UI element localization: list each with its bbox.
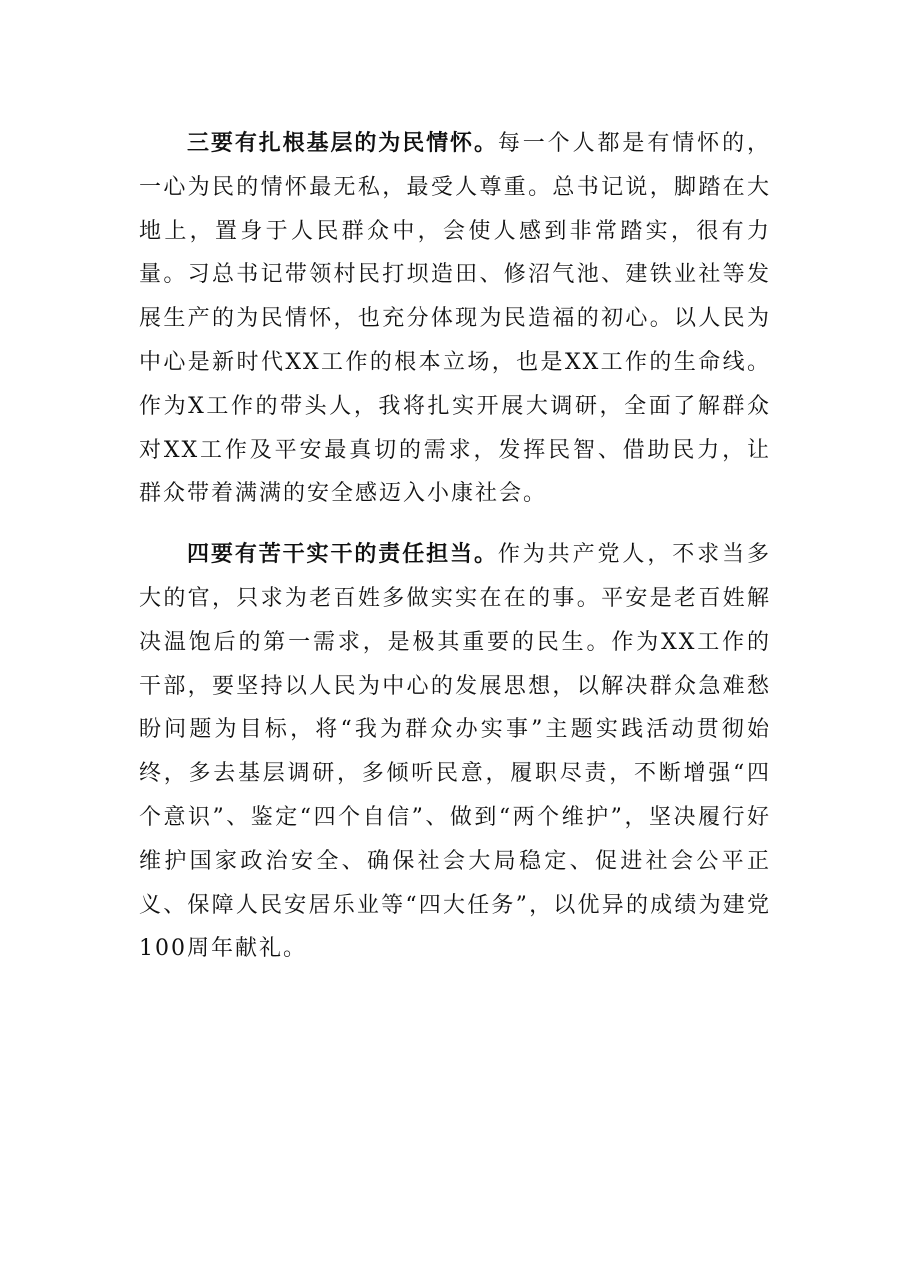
paragraph-four-body: 作为共产党人，不求当多大的官，只求为老百姓多做实实在在的事。平安是老百姓解决温饱后的第一需求，是极其重要的民生。作为XX工作的干部，要坚持以人民为中心的发展思想，以解决群众急难愁盼问题为目标，将“我为群众办实事”主题实践活动贯彻始终，多去基层调研，多倾听民意，履职尽责，不断增强“四个意识”、鉴定“四个自信”、做到“两个维护”，坚决履行好维护国家政治安全、确保社会大局稳定、促进社会公平正义、保障人民安居乐业等“四大任务”，以优异的成绩为建党100周年献礼。 <box>139 542 771 962</box>
document-body <box>139 122 771 971</box>
paragraph-three-body: 每一个人都是有情怀的，一心为民的情怀最无私，最受人尊重。总书记说，脚踏在大地上，置身于人民群众中，会使人感到非常踏实，很有力量。习总书记带领村民打坝造田、修沼气池、建铁业社等发展生产的为民情怀，也充分体现为民造福的初心。以人民为中心是新时代XX工作的根本立场，也是XX工作的生命线。作为X工作的带头人，我将扎实开展大调研，全面了解群众对XX工作及平安最真切的需求，发挥民智、借助民力，让群众带着满满的安全感迈入小康社会。 <box>139 131 771 507</box>
paragraph-three <box>139 122 771 516</box>
paragraph-four <box>139 533 771 971</box>
paragraph-four-heading: 四要有苦干实干的责任担当。 <box>187 542 498 568</box>
paragraph-three-heading: 三要有扎根基层的为民情怀。 <box>187 131 498 156</box>
